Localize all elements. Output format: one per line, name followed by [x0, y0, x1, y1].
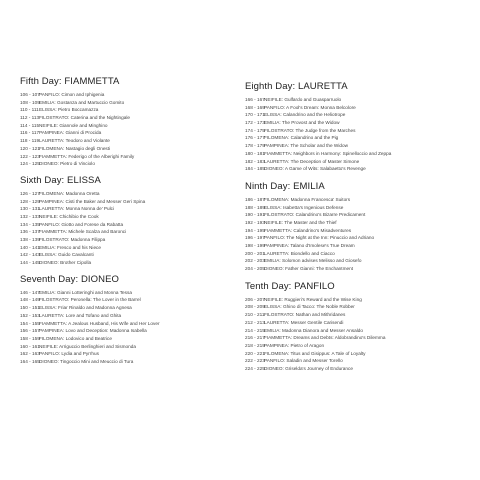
page-range: 136 - 137 — [20, 229, 40, 235]
page-range: 224 - 225 — [245, 365, 265, 371]
story-title: PAMPINEA: The Scholar and the Widow — [264, 143, 348, 149]
story-title: FILOMENA: Titus and Gisippus: A Tale of Loyalty — [264, 350, 366, 356]
story-title: PAMPINEA: Lovo and Deception: Madonna Isabella — [39, 328, 147, 334]
list-item — [245, 342, 470, 350]
story-title: PAMPINEA: Pietro of Aragon — [264, 342, 325, 348]
list-item — [20, 205, 235, 213]
page-range: 208 - 209 — [245, 304, 265, 310]
page-range: 204 - 205 — [245, 266, 265, 272]
list-item — [20, 236, 235, 244]
section-seventh-day — [20, 274, 235, 366]
list-item — [20, 198, 235, 206]
story-title: FIAMMETTA: Michele Scalza and Baronci — [39, 229, 127, 235]
page-range: 180 - 181 — [245, 150, 265, 156]
list-item — [20, 259, 235, 267]
story-title: FILOMENA: Nastagio degli Onesti — [39, 145, 111, 151]
story-title: LAURETTA: Monna Nonna de' Pulci — [39, 206, 115, 212]
list-item — [245, 327, 470, 335]
page-range: 220 - 221 — [245, 350, 265, 356]
page-range: 150 - 151 — [20, 305, 40, 311]
page-range: 178 - 179 — [245, 143, 265, 149]
list-item — [20, 335, 235, 343]
entry-list — [245, 196, 470, 273]
list-item — [245, 127, 470, 135]
story-title: PAMPINEA: Gianni di Procida — [39, 130, 102, 136]
list-item — [20, 221, 235, 229]
list-item — [245, 142, 470, 150]
list-item — [20, 228, 235, 236]
page-range: 166 - 167 — [245, 97, 265, 102]
story-title: ELISSA: Calandrino and the Heliotrope — [264, 112, 346, 118]
list-item — [245, 319, 470, 327]
list-item — [245, 296, 470, 304]
story-title: FIAMMETTA: Federigo of the Alberighi Family — [39, 153, 135, 159]
section-fifth-day — [20, 76, 235, 168]
list-item — [20, 296, 235, 304]
story-title: EMILIA: The Provost and the Widow — [264, 120, 340, 126]
list-item — [245, 204, 470, 212]
page-range: 118 - 119 — [20, 138, 40, 144]
page-range: 126 - 127 — [20, 190, 40, 196]
story-title: ELISSA: Ghino di Tacco: The Noble Robber — [264, 304, 355, 310]
page-range: 172 - 173 — [245, 120, 265, 126]
list-item — [20, 137, 235, 145]
list-item — [20, 145, 235, 153]
story-title: DIONEO: Brother Cipolla — [39, 260, 92, 266]
list-item — [245, 357, 470, 365]
page-range: 120 - 121 — [20, 145, 40, 151]
story-title: PANFILO: Cimon and Iphigenia — [39, 92, 105, 97]
story-title: FILOMENA: Calandrino and the Pig — [264, 135, 339, 141]
page-range: 212 - 213 — [245, 319, 265, 325]
list-item — [245, 196, 470, 204]
list-item — [20, 289, 235, 297]
list-item — [245, 227, 470, 235]
list-item — [245, 158, 470, 166]
section-eighth-day — [245, 81, 470, 173]
list-item — [20, 343, 235, 351]
story-title: EMILIA: Gianni Lotteringhi and Monna Tessa — [39, 289, 132, 295]
story-title: FILOMENA: Madonna Oretta — [39, 190, 100, 196]
page-range: 162 - 163 — [20, 351, 40, 357]
page-range: 168 - 169 — [245, 104, 265, 110]
list-item — [20, 304, 235, 312]
page-range: 218 - 219 — [245, 342, 265, 348]
list-item — [245, 165, 470, 173]
story-title: FILOMENA: Madonna Francesca' Suitors — [264, 196, 351, 202]
section-title: Fifth Day: FIAMMETTA — [20, 76, 120, 87]
story-title: NEIFILE: Ruggieri's Reward and the Wise King — [264, 296, 362, 302]
page-range: 188 - 189 — [245, 204, 265, 210]
list-item — [20, 190, 235, 198]
entry-list — [20, 91, 235, 168]
list-item — [245, 250, 470, 258]
story-title: NEIFILE: Arriguccio Berlinghieri and Sismonda — [39, 343, 136, 349]
section-title: Tenth Day: PANFILO — [245, 280, 335, 292]
list-item — [245, 211, 470, 219]
list-item — [20, 106, 235, 114]
story-title: FIAMMETTA: A Jealous Husband, His Wife and Her Lover — [39, 320, 160, 326]
page-range: 202 - 203 — [245, 258, 265, 264]
story-title: PANFILO: Giotto and Forese da Rabatta — [39, 221, 124, 227]
page-range: 128 - 129 — [20, 198, 40, 204]
page-range: 142 - 143 — [20, 252, 40, 258]
list-item — [245, 257, 470, 265]
page-range: 132 - 133 — [20, 213, 40, 219]
page-range: 210 - 211 — [245, 312, 265, 318]
story-title: LAURETTA: The Deception of Master Simone — [264, 158, 360, 164]
story-title: PANFILO: A Fool's Dream: Monna Belcolore — [264, 104, 356, 110]
story-title: ELISSA: Guido Cavalcanti — [39, 252, 94, 258]
page-range: 122 - 123 — [20, 153, 40, 159]
page-range: 214 - 215 — [245, 327, 265, 333]
page-range: 182 - 183 — [245, 158, 265, 164]
list-item — [245, 303, 470, 311]
page-range: 114 - 115 — [20, 122, 40, 128]
list-item — [245, 265, 470, 273]
story-title: NEIFILE: Giannole and Minghino — [39, 122, 108, 128]
list-item — [20, 129, 235, 137]
story-title: PANFILO: The Night at the Inn: Pinuccio and Adriano — [264, 235, 375, 241]
story-title: NEIFILE: Gulfardo and Guasparruolo — [264, 97, 342, 102]
entry-list — [20, 289, 235, 366]
story-title: EMILIA: Madonna Dianora and Messer Ansaldo — [264, 327, 364, 333]
page-range: 156 - 157 — [20, 328, 40, 334]
page-range: 190 - 191 — [245, 212, 265, 218]
list-item — [20, 91, 235, 99]
page-range: 152 - 153 — [20, 312, 40, 318]
story-title: PANFILO: Lydia and Pyrrhus — [39, 351, 99, 357]
list-item — [20, 213, 235, 221]
list-item — [20, 122, 235, 130]
list-item — [20, 251, 235, 259]
page-range: 206 - 207 — [245, 296, 265, 302]
story-title: PAMPINEA: Cisti the Baker and Messer Geri Spina — [39, 198, 146, 204]
page-range: 194 - 195 — [245, 227, 265, 233]
story-title: FIAMMETTA: Dreams and Debts: Aldobrandino's Dilemma — [264, 335, 386, 341]
page-range: 198 - 199 — [245, 243, 265, 248]
story-title: NEIFILE: Chichibio the Cook — [39, 213, 99, 219]
story-title: FILOSTRATO: Caterina and the Nightingale — [39, 115, 131, 121]
section-title: Seventh Day: DIONEO — [20, 273, 120, 285]
story-title: FIAMMETTA: Neighbors in Harmony: Spinelloccio and Zeppa — [264, 150, 392, 156]
story-title: NEIFILE: The Master and the Thief — [264, 219, 337, 225]
page-range: 106 - 107 — [20, 92, 40, 97]
section-title: Ninth Day: EMILIA — [245, 180, 325, 192]
list-item — [245, 350, 470, 358]
entry-list — [20, 190, 235, 267]
story-title: ELISSA: Isabetta's Ingenious Defense — [264, 204, 344, 210]
page-range: 154 - 155 — [20, 320, 40, 326]
page-range: 160 - 161 — [20, 343, 40, 349]
section-title: Sixth Day: ELISSA — [20, 174, 101, 186]
page-range: 174 - 175 — [245, 127, 265, 133]
story-title: FILOSTRATO: Calandrino's Bizarre Predicament — [264, 212, 366, 218]
story-title: EMILIA: Fresco and his Niece — [39, 244, 102, 250]
story-title: LAURETTA: Teodoro and Violante — [39, 138, 110, 144]
list-item — [20, 320, 235, 328]
list-item — [20, 153, 235, 161]
story-title: FIAMMETTA: Calandrino's Misadventures — [264, 227, 352, 233]
page-range: 138 - 139 — [20, 237, 40, 242]
list-item — [245, 242, 470, 250]
story-title: ELISSA: Pietro Boccamazza — [39, 107, 99, 113]
story-title: LAURETTA: Messer Gentile Carisendi — [264, 319, 344, 325]
page-range: 158 - 159 — [20, 335, 40, 341]
story-title: FILOMENA: Lodovico and Beatrice — [39, 335, 112, 341]
page-range: 148 - 149 — [20, 297, 40, 303]
section-sixth-day — [20, 175, 235, 267]
list-item — [245, 219, 470, 227]
entry-list — [245, 96, 470, 173]
page-range: 134 - 135 — [20, 221, 40, 227]
page-range: 222 - 223 — [245, 358, 265, 364]
list-item — [20, 327, 235, 335]
story-title: LAURETTA: Biondello and Ciacco — [264, 250, 335, 256]
story-title: DIONEO: A Game of Wits: Salabaetto's Revenge — [264, 166, 366, 172]
page-range: 110 - 111 — [20, 107, 39, 113]
story-title: DIONEO: Tingoccio Mini and Meuccio di Tura — [39, 358, 134, 364]
section-ninth-day — [245, 181, 470, 273]
list-item — [245, 334, 470, 342]
list-item — [20, 160, 235, 168]
story-title: LAURETTA: Lore and Tofano and Ghita — [39, 312, 122, 318]
page-range: 200 - 201 — [245, 250, 265, 256]
list-item — [245, 104, 470, 112]
list-item — [245, 311, 470, 319]
list-item — [20, 350, 235, 358]
page-range: 112 - 113 — [20, 115, 40, 121]
list-item — [245, 234, 470, 242]
list-item — [20, 114, 235, 122]
story-title: PANFILO: Saladin and Messer Torello — [264, 358, 343, 364]
section-title: Eighth Day: LAURETTA — [245, 81, 348, 92]
page-range: 176 - 177 — [245, 135, 265, 141]
story-title: FILOSTRATO: Nathan and Mithridanes — [264, 312, 346, 318]
page-range: 216 - 217 — [245, 335, 265, 341]
list-item — [20, 244, 235, 252]
left-column — [20, 76, 235, 366]
right-column — [245, 81, 470, 373]
list-item — [245, 111, 470, 119]
page-range: 186 - 187 — [245, 196, 265, 202]
story-title: DIONEO: Pietro di Vinciolo — [39, 161, 95, 167]
section-tenth-day — [245, 281, 470, 373]
story-title: FILOSTRATO: Peronella: The Lover in the Barrel — [39, 297, 141, 303]
page-range: 184 - 185 — [245, 166, 265, 172]
entry-list — [245, 296, 470, 373]
story-title: DIONEO: Father Gianni: The Enchantment — [264, 266, 354, 272]
page-range: 140 - 141 — [20, 244, 40, 250]
page-range: 146 - 147 — [20, 289, 40, 295]
page-range: 144 - 145 — [20, 260, 40, 266]
page-range: 164 - 165 — [20, 358, 40, 364]
story-title: FILOSTRATO: Madonna Filippa — [39, 237, 106, 242]
list-item — [245, 365, 470, 373]
page-range: 192 - 193 — [245, 219, 265, 225]
list-item — [20, 99, 235, 107]
story-title: PAMPINEA: Talano d'Imolese's True Dream — [264, 243, 355, 248]
list-item — [245, 150, 470, 158]
list-item — [245, 119, 470, 127]
story-title: EMILIA: Gostanza and Martuccio Gomito — [39, 99, 125, 105]
list-item — [245, 96, 470, 104]
list-item — [20, 312, 235, 320]
story-title: FILOSTRATO: The Judge from the Marches — [264, 127, 356, 133]
story-title: EMILIA: Solomon advises Melisso and Giosefo — [264, 258, 362, 264]
list-item — [20, 358, 235, 366]
page-range: 130 - 131 — [20, 206, 40, 212]
page-range: 196 - 197 — [245, 235, 265, 241]
list-item — [245, 134, 470, 142]
page-range: 170 - 171 — [245, 112, 265, 118]
page-range: 116 - 117 — [20, 130, 40, 136]
page-range: 108 - 109 — [20, 99, 40, 105]
page-range: 124 - 125 — [20, 161, 40, 167]
story-title: ELISSA: Friar Rinaldo and Madonna Agnesa — [39, 305, 132, 311]
story-title: DIONEO: Griselda's Journey of Endurance — [264, 365, 353, 371]
